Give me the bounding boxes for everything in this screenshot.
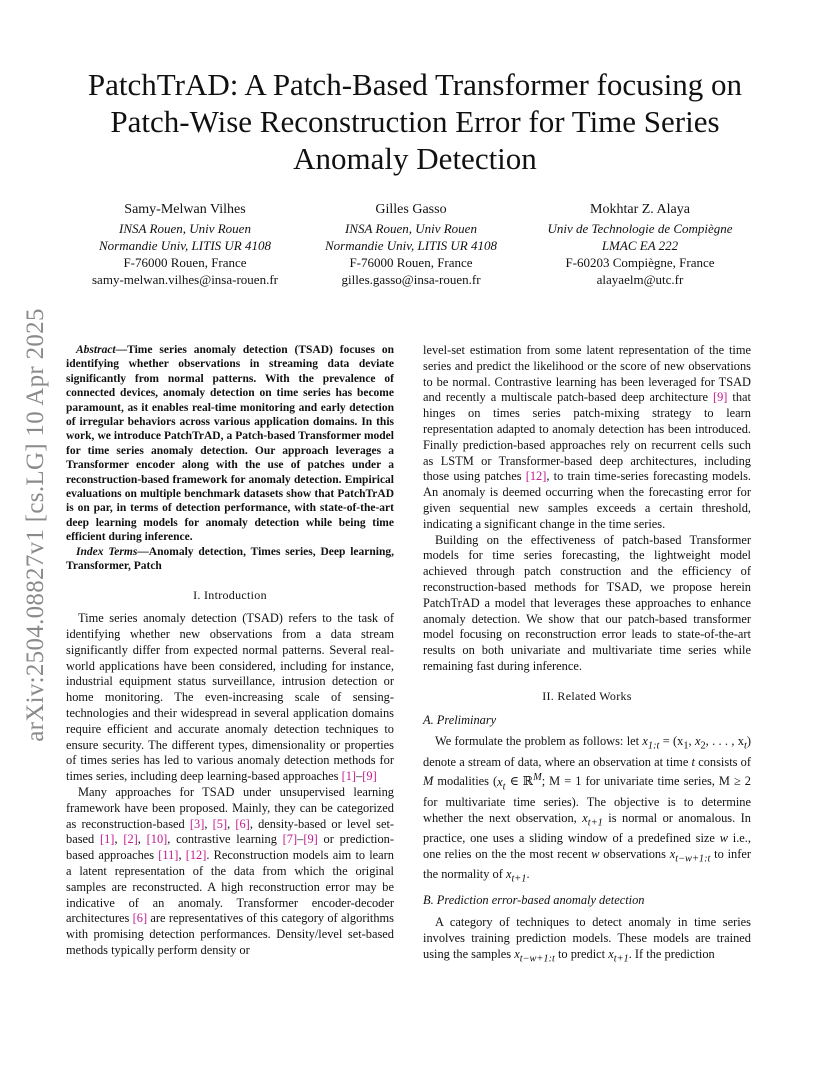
citation-link[interactable]: [3] <box>189 816 205 831</box>
subsection-heading: B. Prediction error-based anomaly detection <box>423 893 645 908</box>
citation-link[interactable]: [9] <box>712 390 728 405</box>
paper-title: PatchTrAD: A Patch-Based Transformer focusing on Patch-Wise Reconstruction Error for Time Series Anomaly Detection <box>87 67 743 176</box>
section-heading: I. Introduction <box>193 587 267 602</box>
index-terms <box>66 545 394 574</box>
citation-link[interactable]: [2] <box>123 832 138 847</box>
author-city: F-76000 Rouen, France <box>349 255 473 270</box>
citation-link[interactable]: [1] <box>341 769 357 784</box>
paragraph: Building on the effectiveness of patch-based Transformer models for time series forecasting, the lightweight model achieved through patch construction and the efficiency of reconstruction-based methods for TSAD, we propose herein PatchTrAD a model that leverages these approaches to enhance anomaly detection. We show that our patch-based transformer model focusing on reconstruction error leads to state-of-the-art results on both univariate and multivariate time series while remaining fast during inference. <box>423 532 751 673</box>
author-city: F-76000 Rouen, France <box>123 255 247 270</box>
section-heading: II. Related Works <box>542 688 632 703</box>
author-affiliation: Univ de Technologie de Compiègne <box>547 221 733 236</box>
abstract <box>66 343 394 545</box>
citation-link[interactable]: [11] <box>158 848 179 863</box>
author-affiliation: LMAC EA 222 <box>601 238 679 253</box>
author-city: F-60203 Compiègne, France <box>565 255 715 270</box>
paragraph: Time series anomaly detection (TSAD) refers to the task of identifying whether new observations from a data stream significantly differ from expected normal patterns. Several real-world applications have been considered, including for instance, industrial equipment status surveillance, intrusion detection or home monitoring. The even-increasing scale of sensing-technologies and their widespread in several application domains require efficient and accurate anomaly detection techniques to ensure security. The different types, dimensionality or properties of times series has led to various anomaly detection methods for times series, including deep learning-based approaches [1]–[9] <box>66 611 394 784</box>
citation-link[interactable]: [6] <box>235 816 250 831</box>
author-email: alayaelm@utc.fr <box>596 272 684 287</box>
author-email: gilles.gasso@insa-rouen.fr <box>341 272 481 287</box>
author-affiliation: Normandie Univ, LITIS UR 4108 <box>98 238 271 253</box>
citation-link[interactable]: [10] <box>146 832 168 847</box>
paragraph: We formulate the problem as follows: let $x_{1:t} = (x_1$, $x_2$, . . . , $x_t$) denote a stream of data, where an observation at time t consists of M modalities ($x_t$ ∈ ℝ$^M$; M = 1 for univariate time series, M ≥ 2 for multivariate time series). The objective is to determine whether the next observation, $x_{t+1}$ is normal or anomalous. In practice, one uses a sliding window of a predefined size w i.e., one relies on the the most recent w observations $x_{t-w+1:t}$ to infer the normality of $x_{t+1}$. <box>423 734 752 885</box>
citation-link[interactable]: [9] <box>303 832 318 847</box>
author-3 <box>520 200 760 288</box>
citation-link[interactable]: [12] <box>525 469 547 484</box>
arxiv-identifier: arXiv:2504.08827v1 [cs.LG] 10 Apr 2025 <box>22 308 49 742</box>
author-2 <box>306 200 516 288</box>
author-name: Samy-Melwan Vilhes <box>124 202 246 217</box>
citation-link[interactable]: [6] <box>132 911 148 926</box>
paragraph: A category of techniques to detect anomaly in time series involves training prediction models. These models are trained using the samples $x_{t-w+1:t}$ to predict $x_{t+1}$. If the prediction <box>423 914 751 965</box>
paragraph: level-set estimation from some latent representation of the time series and predict the likelihood or the score of new observations to be normal. Contrastive learning has been leveraged for TSAD and recently a multiscale patch-based deep architecture [9] that hinges on times series patch-mixing strategy to learn representation adapted to anomaly detection has been introduced. Finally prediction-based approaches rely on recurrent cells such as LSTM or Transformer-based deep architectures, including those using patches [12], to train time-series forecasting models. An anomaly is deemed occurring when the forecasting error for given sequential new samples exceeds a certain threshold, indicating a significant change in the time series. <box>423 343 751 531</box>
citation-link[interactable]: [1] <box>99 832 115 847</box>
author-email: samy-melwan.vilhes@insa-rouen.fr <box>92 272 278 287</box>
left-column <box>66 343 394 959</box>
subsection-heading: A. Preliminary <box>423 712 497 727</box>
citation-link[interactable]: [12] <box>185 848 207 863</box>
author-name: Gilles Gasso <box>375 202 447 217</box>
index-terms-label: Index Terms <box>76 545 138 558</box>
citation-link[interactable]: [9] <box>362 769 377 784</box>
paragraph: Many approaches for TSAD under unsupervised learning framework have been proposed. Mainly, they can be categorized as reconstruction-based [3], [5], [6], density-based or level set-based [1], [2], [10], contrastive learning [7]–[9] or prediction-based approaches [11], [12]. Reconstruction models aim to learn a latent representation of the data from which the original samples are reconstructed. A high reconstruction error may be indicative of an anomaly. Transformer encoder-decoder architectures [6] are representatives of this category of algorithms with promising detection performances. Density/level set-based methods typically perform density or <box>66 785 395 958</box>
citation-link[interactable]: [7] <box>282 832 298 847</box>
author-1 <box>70 200 300 288</box>
author-affiliation: INSA Rouen, Univ Rouen <box>345 221 477 236</box>
index-terms-text: —Anomaly detection, Times series, Deep learning, Transformer, Patch <box>66 545 394 573</box>
citation-link[interactable]: [5] <box>212 816 228 831</box>
author-name: Mokhtar Z. Alaya <box>590 202 690 217</box>
abstract-text: —Time series anomaly detection (TSAD) focuses on identifying whether observations in streaming data deviate significantly from normal patterns. With the prevalence of connected devices, anomaly detection on time series has become paramount, as it enables real-time monitoring and early detection of irregular behaviors across various application domains. In this work, we introduce PatchTrAD, a Patch-based Transformer model for time series anomaly detection. Our approach leverages a Transformer encoder along with the use of patches under a reconstruction-based framework for anomaly detection. Empirical evaluations on multiple benchmark datasets show that PatchTrAD is on par, in terms of detection performance, with state-of-the-art deep learning models for anomaly detection while being time efficient during inference. <box>66 344 394 544</box>
author-affiliation: Normandie Univ, LITIS UR 4108 <box>324 238 497 253</box>
abstract-label: Abstract <box>76 344 116 356</box>
author-affiliation: INSA Rouen, Univ Rouen <box>119 221 251 236</box>
right-column <box>423 343 751 967</box>
